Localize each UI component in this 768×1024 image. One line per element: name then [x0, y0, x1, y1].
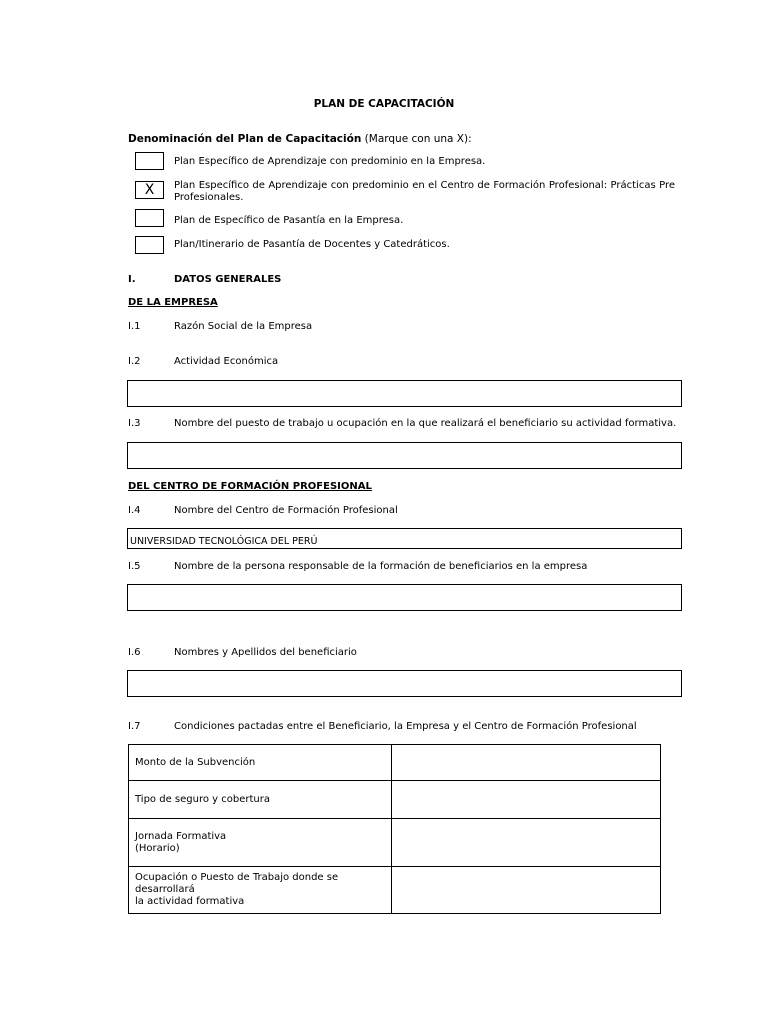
field-number-i4: I.4: [128, 505, 141, 516]
field-number-i2: I.2: [128, 356, 141, 367]
field-number-i5: I.5: [128, 561, 141, 572]
centro-formacion-value: UNIVERSIDAD TECNOLÓGICA DEL PERÚ: [130, 536, 318, 547]
option-checkbox-1[interactable]: [135, 152, 164, 170]
field-label-condiciones: Condiciones pactadas entre el Beneficiario, la Empresa y el Centro de Formación Profesional: [174, 721, 637, 732]
condition-label: Jornada Formativa (Horario): [129, 819, 392, 867]
condition-value-cell[interactable]: [392, 745, 661, 781]
puesto-trabajo-field[interactable]: [127, 442, 682, 469]
table-row: [129, 781, 661, 819]
field-label-centro: Nombre del Centro de Formación Profesional: [174, 505, 398, 516]
option-checkbox-4[interactable]: [135, 236, 164, 254]
field-label-beneficiario: Nombres y Apellidos del beneficiario: [174, 647, 357, 658]
field-number-i1: I.1: [128, 321, 141, 332]
table-row: [129, 867, 661, 914]
option-label-1: Plan Específico de Aprendizaje con predominio en la Empresa.: [174, 156, 486, 167]
denominacion-heading: [128, 133, 472, 145]
conditions-table: [128, 744, 661, 914]
section-number: I.: [128, 274, 136, 285]
section-title: DATOS GENERALES: [174, 274, 282, 285]
table-row: [129, 745, 661, 781]
denominacion-hint: (Marque con una X):: [364, 133, 472, 145]
option-label-2: Plan Específico de Aprendizaje con predominio en el Centro de Formación Profesional: Prácticas Pre: [174, 180, 675, 191]
condition-value-cell[interactable]: [392, 867, 661, 914]
condition-label: Monto de la Subvención: [129, 745, 392, 781]
field-number-i6: I.6: [128, 647, 141, 658]
responsable-field[interactable]: [127, 584, 682, 611]
field-label-responsable: Nombre de la persona responsable de la formación de beneficiarios en la empresa: [174, 561, 588, 572]
condition-label: Tipo de seguro y cobertura: [129, 781, 392, 819]
option-label-2-cont: Profesionales.: [174, 192, 244, 203]
condition-value-cell[interactable]: [392, 781, 661, 819]
condition-value-cell[interactable]: [392, 819, 661, 867]
empresa-heading: DE LA EMPRESA: [128, 297, 218, 308]
field-label-puesto: Nombre del puesto de trabajo u ocupación en la que realizará el beneficiario su actividad formativa.: [174, 418, 677, 429]
field-number-i3: I.3: [128, 418, 141, 429]
beneficiario-field[interactable]: [127, 670, 682, 697]
condition-label: Ocupación o Puesto de Trabajo donde se desarrollará la actividad formativa: [129, 867, 392, 914]
table-row: [129, 819, 661, 867]
field-label-razon-social: Razón Social de la Empresa: [174, 321, 313, 332]
centro-heading: DEL CENTRO DE FORMACIÓN PROFESIONAL: [128, 481, 372, 492]
field-label-actividad: Actividad Económica: [174, 356, 279, 367]
page-title: PLAN DE CAPACITACIÓN: [313, 98, 455, 110]
actividad-economica-field[interactable]: [127, 380, 682, 407]
centro-formacion-field[interactable]: [127, 528, 682, 549]
option-checkbox-2[interactable]: X: [135, 181, 164, 199]
field-number-i7: I.7: [128, 721, 141, 732]
option-checkbox-3[interactable]: [135, 209, 164, 227]
option-label-4: Plan/Itinerario de Pasantía de Docentes y Catedráticos.: [174, 239, 450, 250]
denominacion-label: Denominación del Plan de Capacitación: [128, 133, 362, 145]
option-label-3: Plan de Específico de Pasantía en la Empresa.: [174, 215, 404, 226]
